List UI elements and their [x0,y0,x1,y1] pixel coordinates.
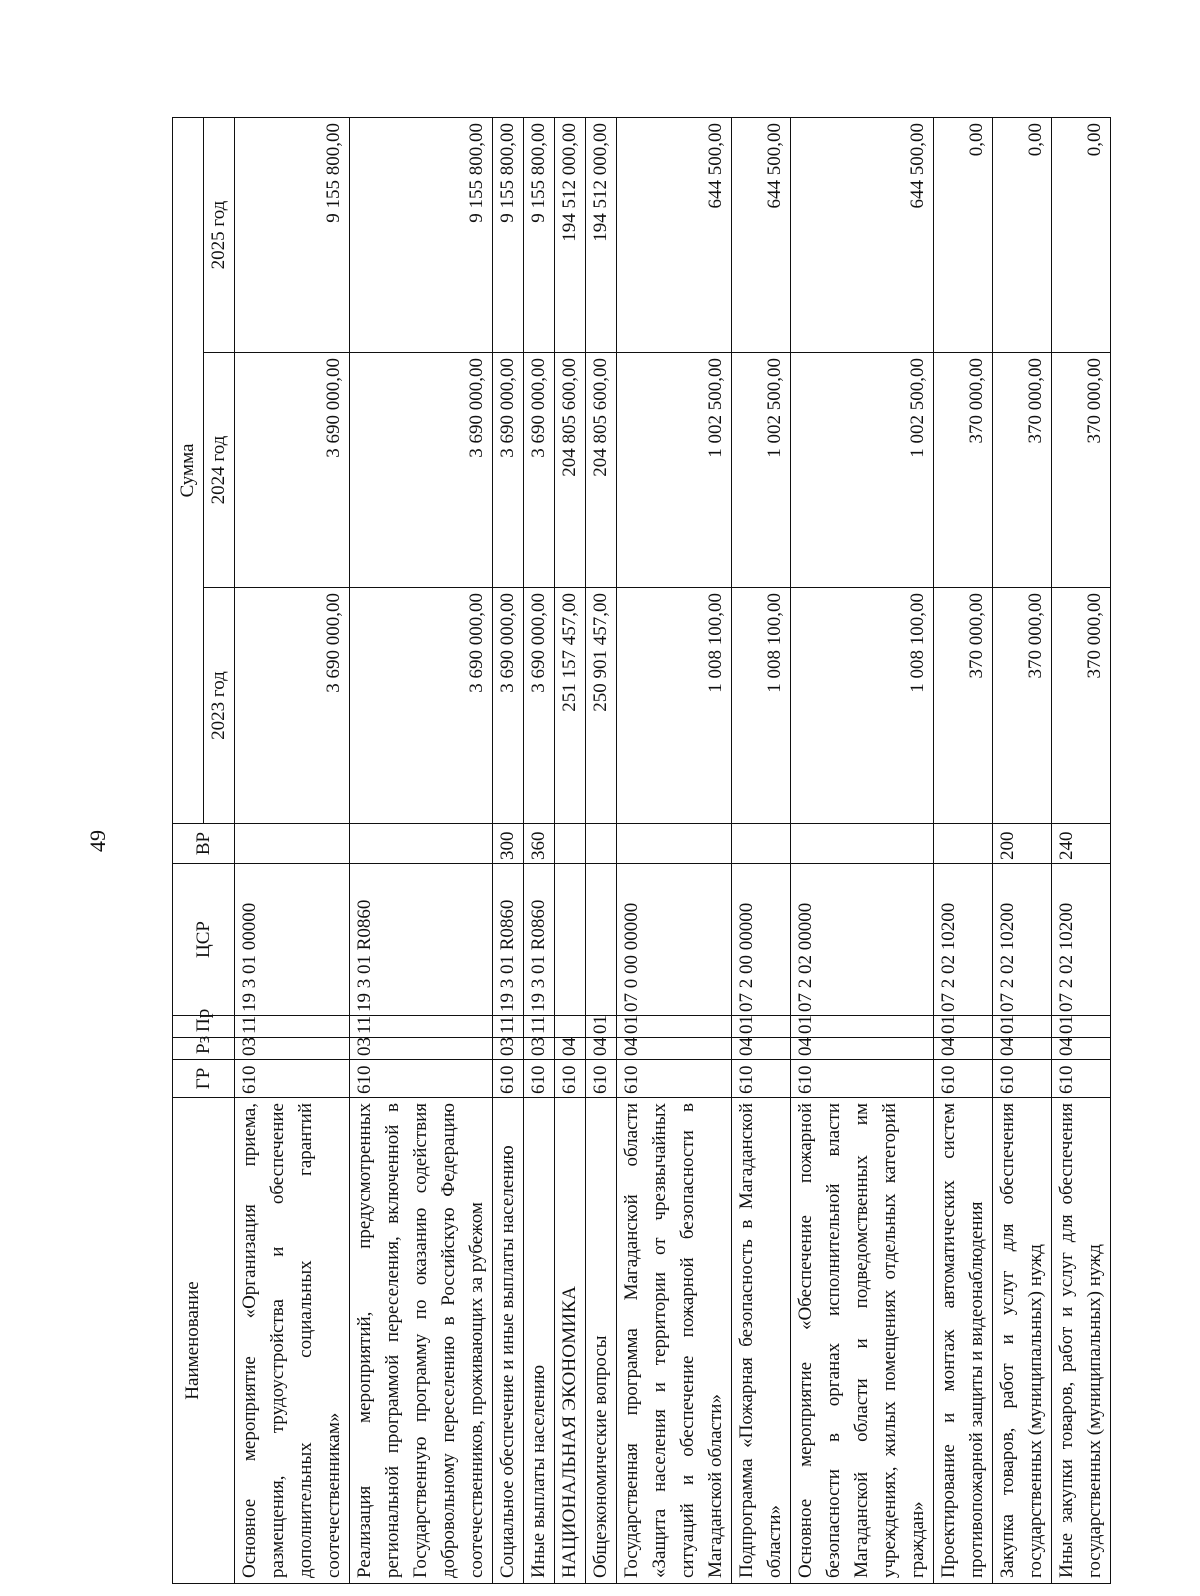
row-rz: 03 [524,1038,555,1060]
row-2025: 9 155 800,00 [350,117,493,352]
row-2023: 251 157 457,00 [555,588,586,824]
page-number: 49 [85,830,110,852]
row-pr: 01 [617,1016,732,1038]
table-row [791,117,934,1583]
row-pr: 01 [934,1016,993,1038]
row-name: Основное мероприятие «Организация приема, размещения, трудоустройства и обеспечение дополнительных социальных гарантий соотечественникам» [235,1098,350,1584]
header-2024: 2024 год [204,353,235,588]
row-name: Социальное обеспечение и иные выплаты населению [493,1098,524,1584]
table-row [732,117,791,1583]
row-gr: 610 [934,1060,993,1098]
row-rz: 04 [617,1038,732,1060]
row-gr: 610 [235,1060,350,1098]
row-pr: 01 [791,1016,934,1038]
row-csr: 07 2 00 00000 [732,864,791,1016]
header-pr: Пр [173,1016,235,1038]
row-2023: 3 690 000,00 [493,588,524,824]
row-2023: 3 690 000,00 [350,588,493,824]
row-2025: 0,00 [993,117,1052,352]
row-name: Реализация мероприятий, предусмотренных региональной программой переселения, включенной в Государственную программу по оказанию содействия добровольному переселению в Российскую Федерацию соотечественников, проживающих за рубежом [350,1098,493,1584]
table-row [934,117,993,1583]
row-csr [555,864,586,1016]
row-rz: 04 [732,1038,791,1060]
row-rz: 04 [586,1038,617,1060]
row-2023: 3 690 000,00 [524,588,555,824]
row-2024: 204 805 600,00 [555,353,586,588]
table-row [1052,117,1111,1583]
row-vr [350,824,493,864]
row-gr: 610 [1052,1060,1111,1098]
row-csr [586,864,617,1016]
header-rz: Рз [173,1038,235,1060]
row-2024: 3 690 000,00 [235,353,350,588]
row-2025: 9 155 800,00 [493,117,524,352]
row-gr: 610 [350,1060,493,1098]
row-name: НАЦИОНАЛЬНАЯ ЭКОНОМИКА [555,1098,586,1584]
row-2023: 3 690 000,00 [235,588,350,824]
row-pr [555,1016,586,1038]
row-csr: 19 3 01 00000 [235,864,350,1016]
row-2023: 370 000,00 [934,588,993,824]
row-gr: 610 [732,1060,791,1098]
row-csr: 19 3 01 R0860 [524,864,555,1016]
row-2023: 1 008 100,00 [732,588,791,824]
header-row-1 [173,117,204,1583]
header-sum: Сумма [173,117,204,823]
row-gr: 610 [586,1060,617,1098]
row-rz: 04 [1052,1038,1111,1060]
row-gr: 610 [993,1060,1052,1098]
row-rz: 04 [791,1038,934,1060]
row-pr: 11 [350,1016,493,1038]
header-2025: 2025 год [204,117,235,352]
row-gr: 610 [524,1060,555,1098]
row-2023: 250 901 457,00 [586,588,617,824]
row-rz: 04 [993,1038,1052,1060]
table-row [555,117,586,1583]
row-2023: 1 008 100,00 [617,588,732,824]
row-vr: 300 [493,824,524,864]
row-name: Проектирование и монтаж автоматических систем противопожарной защиты и видеонаблюдения [934,1098,993,1584]
row-2023: 370 000,00 [1052,588,1111,824]
row-csr: 07 2 02 10200 [1052,864,1111,1016]
row-vr: 240 [1052,824,1111,864]
table-row [617,117,732,1583]
row-rz: 04 [555,1038,586,1060]
row-pr: 11 [524,1016,555,1038]
row-pr: 01 [732,1016,791,1038]
row-2025: 644 500,00 [617,117,732,352]
row-csr: 07 2 02 10200 [993,864,1052,1016]
row-2024: 1 002 500,00 [732,353,791,588]
header-name: Наименование [173,1098,235,1584]
rotated-table-container [172,118,1105,1584]
header-vr: ВР [173,824,235,864]
row-gr: 610 [791,1060,934,1098]
row-2024: 370 000,00 [993,353,1052,588]
row-2023: 370 000,00 [993,588,1052,824]
row-rz: 03 [350,1038,493,1060]
row-vr [586,824,617,864]
row-vr: 360 [524,824,555,864]
row-vr [934,824,993,864]
row-gr: 610 [493,1060,524,1098]
row-rz: 03 [235,1038,350,1060]
row-2024: 370 000,00 [934,353,993,588]
row-vr [617,824,732,864]
row-pr: 01 [586,1016,617,1038]
row-2025: 194 512 000,00 [586,117,617,352]
row-gr: 610 [617,1060,732,1098]
row-name: Иные закупки товаров, работ и услуг для обеспечения государственных (муниципальных) нужд [1052,1098,1111,1584]
row-2025: 0,00 [1052,117,1111,352]
row-2025: 0,00 [934,117,993,352]
table-row [993,117,1052,1583]
row-2025: 644 500,00 [732,117,791,352]
row-pr: 11 [235,1016,350,1038]
row-gr: 610 [555,1060,586,1098]
row-2025: 9 155 800,00 [524,117,555,352]
table-row [235,117,350,1583]
row-vr [732,824,791,864]
table-row [524,117,555,1583]
row-name: Основное мероприятие «Обеспечение пожарной безопасности в органах исполнительной власти Магаданской области и подведомственных им учреждениях, жилых помещениях отдельных категорий граждан» [791,1098,934,1584]
row-2024: 3 690 000,00 [493,353,524,588]
row-csr: 07 2 02 10200 [934,864,993,1016]
row-csr: 07 0 00 00000 [617,864,732,1016]
row-csr: 07 2 02 00000 [791,864,934,1016]
row-pr: 11 [493,1016,524,1038]
budget-table [172,117,1111,1584]
row-2024: 1 002 500,00 [617,353,732,588]
row-rz: 04 [934,1038,993,1060]
row-2024: 3 690 000,00 [350,353,493,588]
row-name: Подпрограмма «Пожарная безопасность в Магаданской области» [732,1098,791,1584]
table-row [493,117,524,1583]
row-name: Государственная программа Магаданской области «Защита населения и территории от чрезвычайных ситуаций и обеспечение пожарной безопасности в Магаданской области» [617,1098,732,1584]
row-vr [791,824,934,864]
row-2025: 644 500,00 [791,117,934,352]
row-pr: 01 [993,1016,1052,1038]
row-vr: 200 [993,824,1052,864]
row-rz: 03 [493,1038,524,1060]
header-2023: 2023 год [204,588,235,824]
header-gr: ГР [173,1060,235,1098]
header-csr: ЦСР [173,864,235,1016]
row-csr: 19 3 01 R0860 [493,864,524,1016]
row-pr: 01 [1052,1016,1111,1038]
row-vr [555,824,586,864]
row-2024: 204 805 600,00 [586,353,617,588]
row-2024: 370 000,00 [1052,353,1111,588]
row-2023: 1 008 100,00 [791,588,934,824]
row-2025: 194 512 000,00 [555,117,586,352]
row-name: Общеэкономические вопросы [586,1098,617,1584]
row-2024: 3 690 000,00 [524,353,555,588]
row-name: Закупка товаров, работ и услуг для обеспечения государственных (муниципальных) нужд [993,1098,1052,1584]
row-2025: 9 155 800,00 [235,117,350,352]
row-csr: 19 3 01 R0860 [350,864,493,1016]
row-2024: 1 002 500,00 [791,353,934,588]
table-row [586,117,617,1583]
row-name: Иные выплаты населению [524,1098,555,1584]
row-vr [235,824,350,864]
table-row [350,117,493,1583]
